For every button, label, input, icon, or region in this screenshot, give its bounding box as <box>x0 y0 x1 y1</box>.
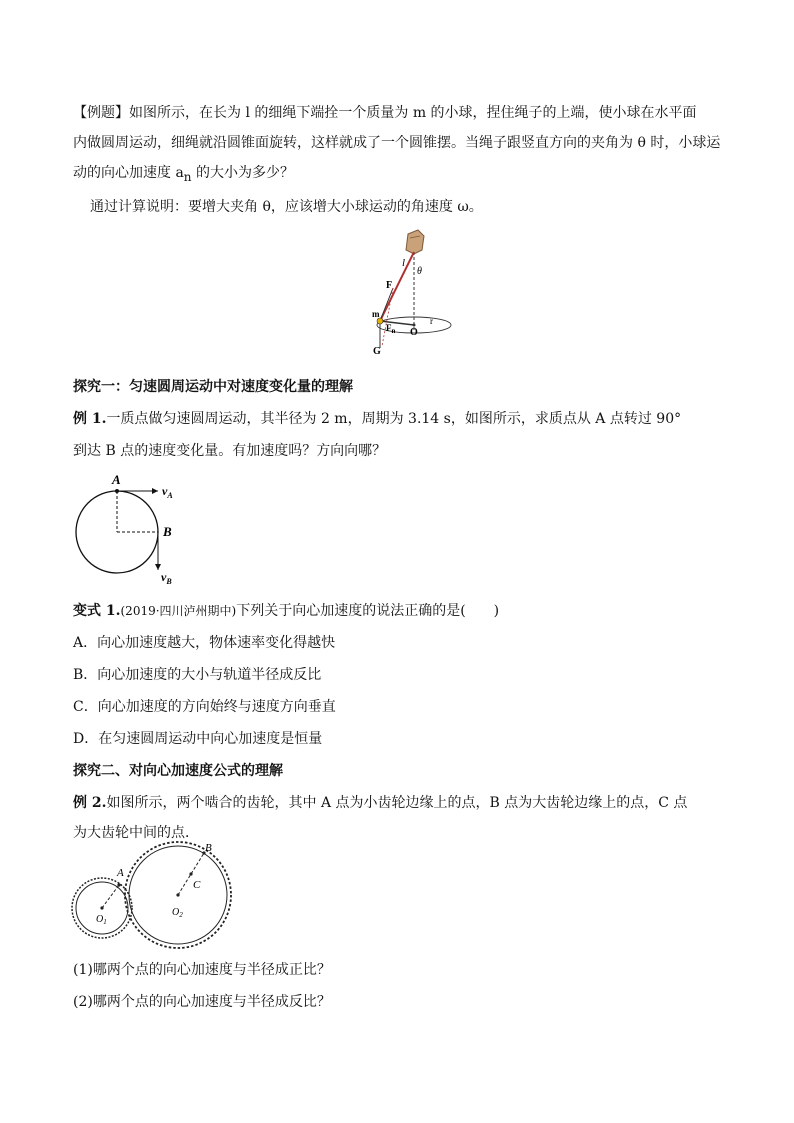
section2-example-text-1: 如图所示，两个啮合的齿轮，其中 A 点为小齿轮边缘上的点，B 点为大齿轮边缘上的点，C 点 <box>106 795 688 811</box>
radius-O1A <box>102 885 119 908</box>
label-A: A <box>112 472 121 487</box>
label-vB: $v_B$ <box>161 570 172 585</box>
example-line-2: 内做圆周运动，细绳就沿圆锥面旋转，这样就成了一个圆锥摆。当绳子跟竖直方向的夹角为 θ 时，小球运 <box>73 135 721 151</box>
label-F: F <box>386 280 393 291</box>
label-theta: θ <box>417 266 422 277</box>
label-O: O <box>410 327 418 338</box>
section1-example-line-1 <box>73 409 723 429</box>
label-A: A <box>117 867 124 879</box>
label-l: l <box>402 257 406 269</box>
example-line-3-sub: n <box>183 169 192 184</box>
label-r: r <box>430 316 433 326</box>
label-vA: $v_A$ <box>162 484 173 500</box>
section1-example-label: 例 1. <box>73 411 107 427</box>
variant-question <box>73 601 723 621</box>
point-O1 <box>100 906 103 909</box>
section1-example-text-1: 一质点做匀速圆周运动，其半径为 2 m，周期为 3.14 s，如图所示，求质点从 A 点转过 90° <box>106 411 682 427</box>
tension-force-vector <box>380 288 393 321</box>
example-line-3-pre: 动的向心加速度 a <box>73 165 184 181</box>
label-B: B <box>205 842 212 854</box>
hand-icon <box>406 230 424 254</box>
section2-question-1: (1)哪两个点的向心加速度与半径成正比？ <box>73 962 331 978</box>
example-line-1: 【例题】如图所示，在长为 l 的细绳下端拴一个质量为 m 的小球，捏住绳子的上端，使小球在水平面 <box>73 105 697 121</box>
section2-example-line-2: 为大齿轮中间的点． <box>73 825 199 841</box>
point-O2 <box>176 893 179 896</box>
section1-title: 探究一：匀速圆周运动中对速度变化量的理解 <box>73 379 353 395</box>
section2-question-2: (2)哪两个点的向心加速度与半径成反比？ <box>73 994 331 1010</box>
section2-title: 探究二、对向心加速度公式的理解 <box>73 763 283 779</box>
force-dashed-line <box>382 288 393 346</box>
variant-option-c: C．向心加速度的方向始终与速度方向垂直 <box>73 699 336 715</box>
label-B: B <box>163 524 172 539</box>
section1-example-line-2: 到达 B 点的速度变化量。有加速度吗？方向向哪？ <box>73 443 387 459</box>
variant-label: 变式 1. <box>73 603 121 619</box>
example-line-4: 通过计算说明：要增大夹角 θ，应该增大小球运动的角速度 ω。 <box>90 199 483 215</box>
label-O1: $O_1$ <box>96 914 107 926</box>
point-A <box>117 883 120 886</box>
velocity-vA-arrowhead <box>152 488 158 494</box>
section2-example-label: 例 2. <box>73 795 107 811</box>
label-G: G <box>373 346 381 357</box>
variant-source: (2019·四川泸州期中) <box>120 604 237 618</box>
label-m: m <box>372 309 380 319</box>
point-C <box>189 872 192 875</box>
label-Fn: $F_n$ <box>386 323 396 335</box>
variant-option-a: A．向心加速度越大，物体速率变化得越快 <box>73 635 336 651</box>
variant-question-text: 下列关于向心加速度的说法正确的是( ) <box>236 603 500 619</box>
conical-pendulum-figure <box>360 228 470 363</box>
example-line-3 <box>73 163 723 187</box>
section2-example-line-1 <box>73 793 723 813</box>
label-C: C <box>193 879 201 891</box>
label-O2: $O_2$ <box>172 907 183 919</box>
variant-option-d: D．在匀速圆周运动中向心加速度是恒量 <box>73 731 323 747</box>
circle-velocity-figure <box>70 470 190 585</box>
variant-option-b: B．向心加速度的大小与轨道半径成反比 <box>73 667 322 683</box>
gears-figure <box>68 838 238 958</box>
example-line-3-post: 的大小为多少？ <box>191 165 294 181</box>
